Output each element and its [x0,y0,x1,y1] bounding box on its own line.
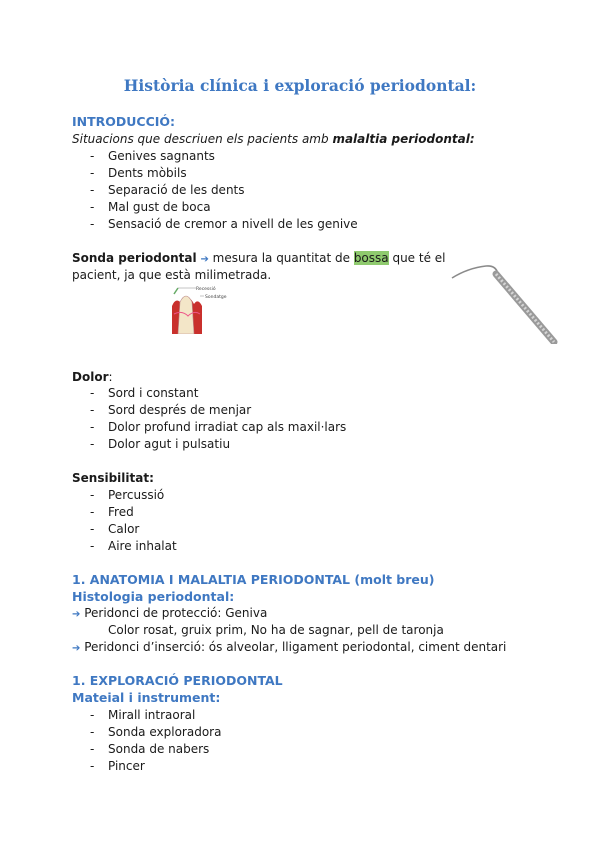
page-title: Història clínica i exploració periodontal: [123,76,477,95]
list-item: - Percussió [90,488,165,502]
arrow-icon: ➔ [72,643,81,654]
periodontal-probe-image [450,262,560,344]
list-item: - Sensació de cremor a nivell de les genive [90,217,358,231]
list-item: - Calor [90,522,140,536]
highlight-bossa: bossa [353,251,389,265]
anatomia-line2: Color rosat, gruix prim, No ha de sagnar, pell de taronja [108,623,444,637]
intro-lead-text: Situacions que descriuen els pacients amb [72,132,333,146]
sonda-term: Sonda periodontal [72,251,197,265]
arrow-icon: ➔ [72,609,81,620]
list-item: - Dents mòbils [90,166,187,180]
list-item: - Pincer [90,759,145,773]
list-item: - Sonda exploradora [90,725,222,739]
list-item: - Genives sagnants [90,149,215,163]
exploracio-heading: 1. EXPLORACIÓ PERIODONTAL [72,673,283,688]
figure-label-2: Sondatge [205,295,227,300]
anatomia-line1: ➔ Peridonci de protecció: Geniva [72,606,268,620]
list-item: - Dolor profund irradiat cap als maxil·lars [90,420,347,434]
list-item: - Fred [90,505,134,519]
periodontal-figure [168,284,238,334]
list-item: - Mal gust de boca [90,200,211,214]
intro-lead [72,131,475,147]
anatomia-line3: ➔ Peridonci d’inserció: ós alveolar, lligament periodontal, ciment dentari [72,640,507,654]
list-item: - Aire inhalat [90,539,177,553]
figure-label-1: Recessió [196,287,216,292]
histologia-subheading: Histologia periodontal: [72,589,235,604]
list-item: - Separació de les dents [90,183,245,197]
dolor-heading: Dolor: [72,370,113,384]
arrow-icon: ➔ [200,254,209,265]
sensibilitat-heading: Sensibilitat: [72,471,154,485]
list-item: - Sonda de nabers [90,742,210,756]
sonda-paragraph: Sonda periodontal ➔ mesura la quantitat de bossa que té el [72,251,446,265]
list-item: - Mirall intraoral [90,708,196,722]
list-item: - Dolor agut i pulsatiu [90,437,231,451]
intro-lead-bold: malaltia periodontal: [332,132,475,146]
list-item: - Sord després de menjar [90,403,252,417]
anatomia-heading: 1. ANATOMIA I MALALTIA PERIODONTAL (molt breu) [72,572,435,587]
intro-heading: INTRODUCCIÓ: [72,114,176,129]
material-subheading: Mateial i instrument: [72,690,221,705]
list-item: - Sord i constant [90,386,199,400]
sonda-line2: pacient, ja que està milimetrada. [72,268,272,282]
